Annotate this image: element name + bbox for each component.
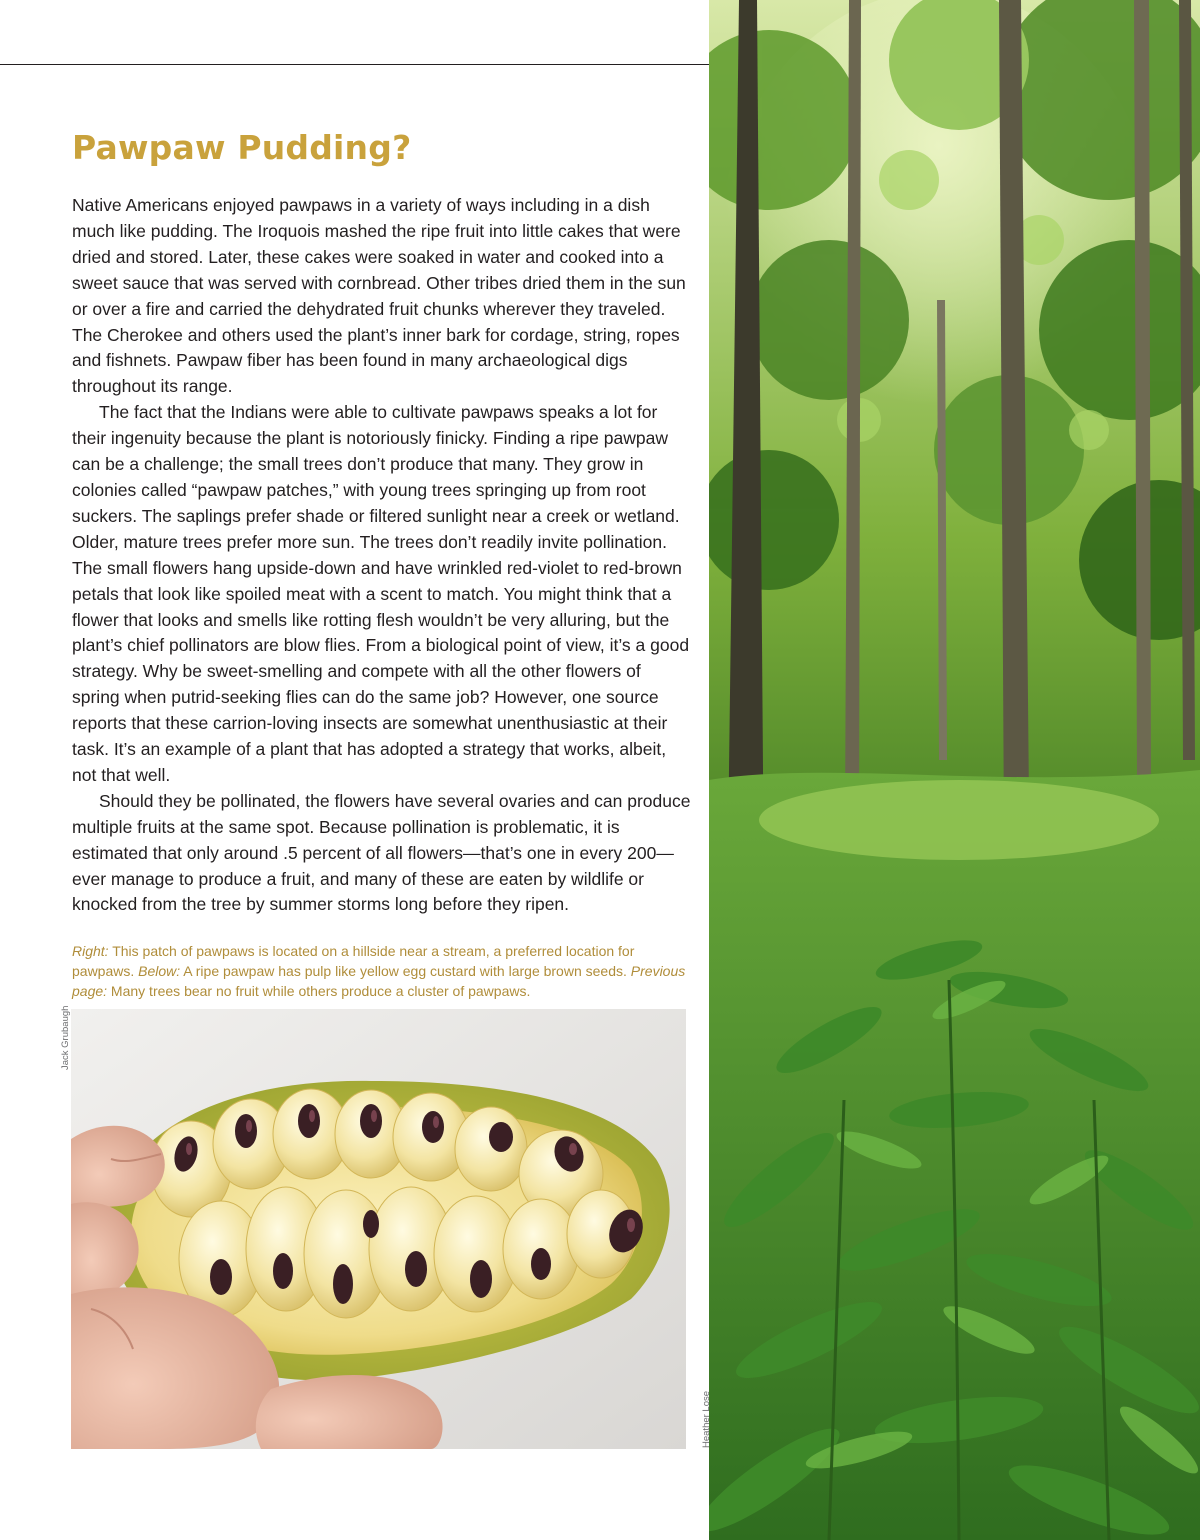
- forest-photo-credit: Heather Lose: [701, 1390, 712, 1448]
- article-title: Pawpaw Pudding?: [72, 128, 412, 167]
- pawpaw-fruit-photo: [71, 1009, 686, 1449]
- caption-text-right: This patch of pawpaws is located on a hillside near a stream, a preferred location for pawpaws.: [72, 943, 635, 979]
- photo-caption: [72, 941, 692, 1001]
- body-paragraph-3: Should they be pollinated, the flowers have several ovaries and can produce multiple fruits at the same spot. Because pollination is problematic, it is estimated that only around .5 percent of all flowers—that’s one in every 200—ever manage to produce a fruit, and many of these are eaten by wildlife or knocked from the tree by summer storms long before they ripen.: [72, 790, 691, 915]
- pawpaw-patch-forest-photo: [709, 0, 1200, 1540]
- body-paragraph-2: The fact that the Indians were able to cultivate pawpaws speaks a lot for their ingenuity because the plant is notoriously finicky. Finding a ripe pawpaw can be a challenge; the small trees don’t produce that many. They grow in colonies called “pawpaw patches,” with young trees springing up from root suckers. The saplings prefer shade or filtered sunlight near a creek or wetland. Older, mature trees prefer more sun. The trees don’t readily invite pollination. The small flowers hang upside-down and have wrinkled red-violet to red-brown petals that look like spoiled meat with a scent to match. You might think that a flower that looks and smells like rotting flesh wouldn’t be very alluring, but the plant’s chief pollinators are blow flies. From a biological point of view, it’s a good strategy. Why be sweet-smelling and compete with all the other flowers of spring when putrid-seeking flies can do the same job? However, one source reports that these carrion-loving insects are somewhat unenthusiastic at their task. It’s an example of a plant that has adopted a strategy that works, albeit, not that well.: [72, 402, 690, 785]
- caption-label-previous: Previous page:: [72, 963, 686, 999]
- fruit-photo-credit: Jack Grubaugh: [60, 1005, 71, 1070]
- caption-label-right: Right:: [72, 943, 109, 959]
- caption-text-below: A ripe pawpaw has pulp like yellow egg custard with large brown seeds.: [180, 963, 631, 979]
- body-paragraph-1: Native Americans enjoyed pawpaws in a variety of ways including in a dish much like pudding. The Iroquois mashed the ripe fruit into little cakes that were dried and stored. Later, these cakes were soaked in water and cooked into a sweet sauce that was served with cornbread. Other tribes dried them in the sun or over a fire and carried the dehydrated fruit chunks wherever they traveled. The Cherokee and others used the plant’s inner bark for cordage, string, ropes and fishnets. Pawpaw fiber has been found in many archaeological digs throughout its range.: [72, 195, 686, 397]
- article-body: [72, 193, 692, 918]
- top-rule: [0, 64, 709, 65]
- caption-text-previous: Many trees bear no fruit while others produce a cluster of pawpaws.: [107, 983, 531, 999]
- caption-label-below: Below:: [138, 963, 181, 979]
